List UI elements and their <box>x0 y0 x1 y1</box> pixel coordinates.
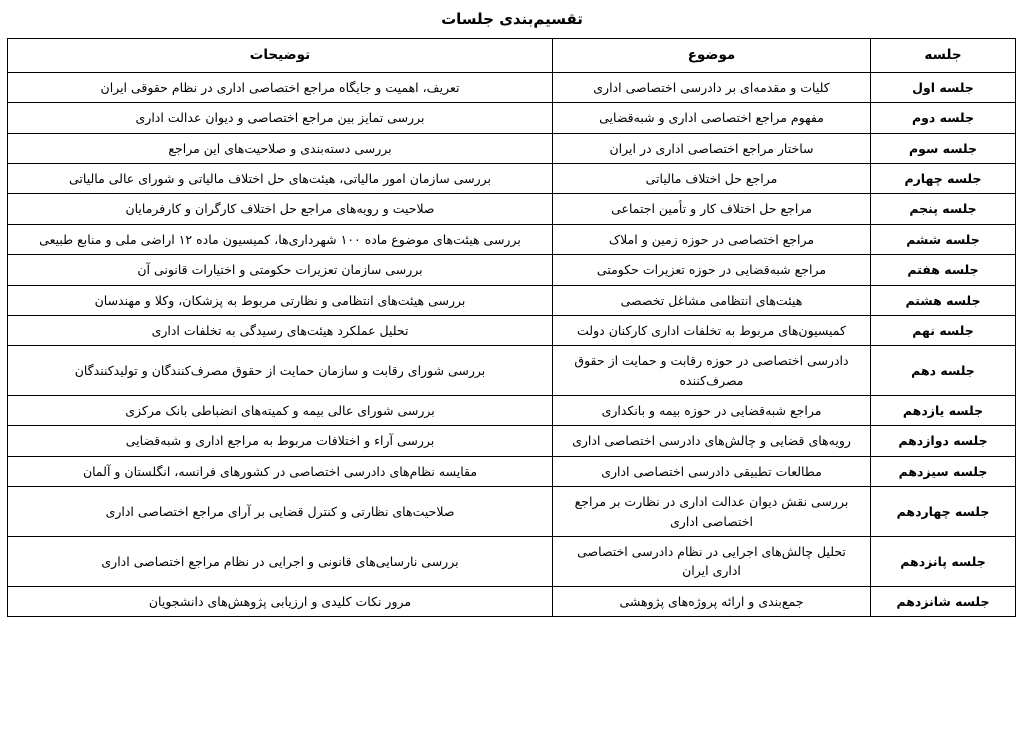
session-description-cell: بررسی هیئت‌های موضوع ماده ۱۰۰ شهرداری‌ها، کمیسیون ماده ۱۲ اراضی ملی و منابع طبیعی <box>8 224 553 254</box>
table-header-row <box>8 39 1016 73</box>
session-number-cell: جلسه سیزدهم <box>871 456 1016 486</box>
session-description-cell: تحلیل عملکرد هیئت‌های رسیدگی به تخلفات اداری <box>8 315 553 345</box>
session-description-cell: صلاحیت‌های نظارتی و کنترل قضایی بر آرای مراجع اختصاصی اداری <box>8 487 553 537</box>
session-number-cell: جلسه پنجم <box>871 194 1016 224</box>
session-description-cell: بررسی تمایز بین مراجع اختصاصی و دیوان عدالت اداری <box>8 103 553 133</box>
session-topic-cell: هیئت‌های انتظامی مشاغل تخصصی <box>553 285 871 315</box>
session-number-cell: جلسه نهم <box>871 315 1016 345</box>
session-number-cell: جلسه چهارم <box>871 164 1016 194</box>
session-number-cell: جلسه دهم <box>871 346 1016 396</box>
session-topic-cell: دادرسی اختصاصی در حوزه رقابت و حمایت از حقوق مصرف‌کننده <box>553 346 871 396</box>
session-topic-cell: جمع‌بندی و ارائه پروژه‌های پژوهشی <box>553 586 871 616</box>
sessions-table <box>7 38 1016 617</box>
session-topic-cell: مراجع حل اختلاف کار و تأمین اجتماعی <box>553 194 871 224</box>
session-number-cell: جلسه چهاردهم <box>871 487 1016 537</box>
session-description-cell: بررسی سازمان تعزیرات حکومتی و اختیارات قانونی آن <box>8 255 553 285</box>
session-topic-cell: تحلیل چالش‌های اجرایی در نظام دادرسی اختصاصی اداری ایران <box>553 536 871 586</box>
session-description-cell: مقایسه نظام‌های دادرسی اختصاصی در کشورهای فرانسه، انگلستان و آلمان <box>8 456 553 486</box>
table-row <box>8 487 1016 537</box>
table-row <box>8 72 1016 102</box>
session-number-cell: جلسه هشتم <box>871 285 1016 315</box>
column-header-description: توضیحات <box>8 39 553 73</box>
session-number-cell: جلسه دوازدهم <box>871 426 1016 456</box>
session-description-cell: بررسی دسته‌بندی و صلاحیت‌های این مراجع <box>8 133 553 163</box>
table-header <box>8 39 1016 73</box>
session-description-cell: صلاحیت و رویه‌های مراجع حل اختلاف کارگران و کارفرمایان <box>8 194 553 224</box>
session-description-cell: بررسی آراء و اختلافات مربوط به مراجع اداری و شبه‌قضایی <box>8 426 553 456</box>
column-header-topic: موضوع <box>553 39 871 73</box>
session-number-cell: جلسه هفتم <box>871 255 1016 285</box>
table-row <box>8 586 1016 616</box>
table-row <box>8 426 1016 456</box>
table-body <box>8 72 1016 616</box>
session-description-cell: بررسی شورای عالی بیمه و کمیته‌های انضباطی بانک مرکزی <box>8 396 553 426</box>
session-number-cell: جلسه پانزدهم <box>871 536 1016 586</box>
session-topic-cell: کلیات و مقدمه‌ای بر دادرسی اختصاصی اداری <box>553 72 871 102</box>
table-row <box>8 456 1016 486</box>
table-row <box>8 224 1016 254</box>
session-description-cell: تعریف، اهمیت و جایگاه مراجع اختصاصی اداری در نظام حقوقی ایران <box>8 72 553 102</box>
session-number-cell: جلسه دوم <box>871 103 1016 133</box>
table-row <box>8 285 1016 315</box>
session-topic-cell: کمیسیون‌های مربوط به تخلفات اداری کارکنان دولت <box>553 315 871 345</box>
session-number-cell: جلسه سوم <box>871 133 1016 163</box>
session-description-cell: مرور نکات کلیدی و ارزیابی پژوهش‌های دانشجویان <box>8 586 553 616</box>
session-topic-cell: بررسی نقش دیوان عدالت اداری در نظارت بر مراجع اختصاصی اداری <box>553 487 871 537</box>
session-number-cell: جلسه شانزدهم <box>871 586 1016 616</box>
session-description-cell: بررسی نارسایی‌های قانونی و اجرایی در نظام مراجع اختصاصی اداری <box>8 536 553 586</box>
table-row <box>8 255 1016 285</box>
session-description-cell: بررسی شورای رقابت و سازمان حمایت از حقوق مصرف‌کنندگان و تولیدکنندگان <box>8 346 553 396</box>
session-topic-cell: مراجع اختصاصی در حوزه زمین و املاک <box>553 224 871 254</box>
page-title: تقسیم‌بندی جلسات <box>441 10 583 28</box>
session-topic-cell: ساختار مراجع اختصاصی اداری در ایران <box>553 133 871 163</box>
table-row <box>8 133 1016 163</box>
session-number-cell: جلسه اول <box>871 72 1016 102</box>
session-topic-cell: رویه‌های قضایی و چالش‌های دادرسی اختصاصی اداری <box>553 426 871 456</box>
table-row <box>8 536 1016 586</box>
session-number-cell: جلسه ششم <box>871 224 1016 254</box>
session-topic-cell: مراجع شبه‌قضایی در حوزه تعزیرات حکومتی <box>553 255 871 285</box>
session-topic-cell: مراجع حل اختلاف مالیاتی <box>553 164 871 194</box>
session-topic-cell: مفهوم مراجع اختصاصی اداری و شبه‌قضایی <box>553 103 871 133</box>
session-description-cell: بررسی سازمان امور مالیاتی، هیئت‌های حل اختلاف مالیاتی و شورای عالی مالیاتی <box>8 164 553 194</box>
table-row <box>8 396 1016 426</box>
column-header-session: جلسه <box>871 39 1016 73</box>
table-row <box>8 346 1016 396</box>
table-row <box>8 194 1016 224</box>
session-topic-cell: مراجع شبه‌قضایی در حوزه بیمه و بانکداری <box>553 396 871 426</box>
session-number-cell: جلسه یازدهم <box>871 396 1016 426</box>
session-topic-cell: مطالعات تطبیقی دادرسی اختصاصی اداری <box>553 456 871 486</box>
table-row <box>8 315 1016 345</box>
table-row <box>8 103 1016 133</box>
table-row <box>8 164 1016 194</box>
session-description-cell: بررسی هیئت‌های انتظامی و نظارتی مربوط به پزشکان، وکلا و مهندسان <box>8 285 553 315</box>
